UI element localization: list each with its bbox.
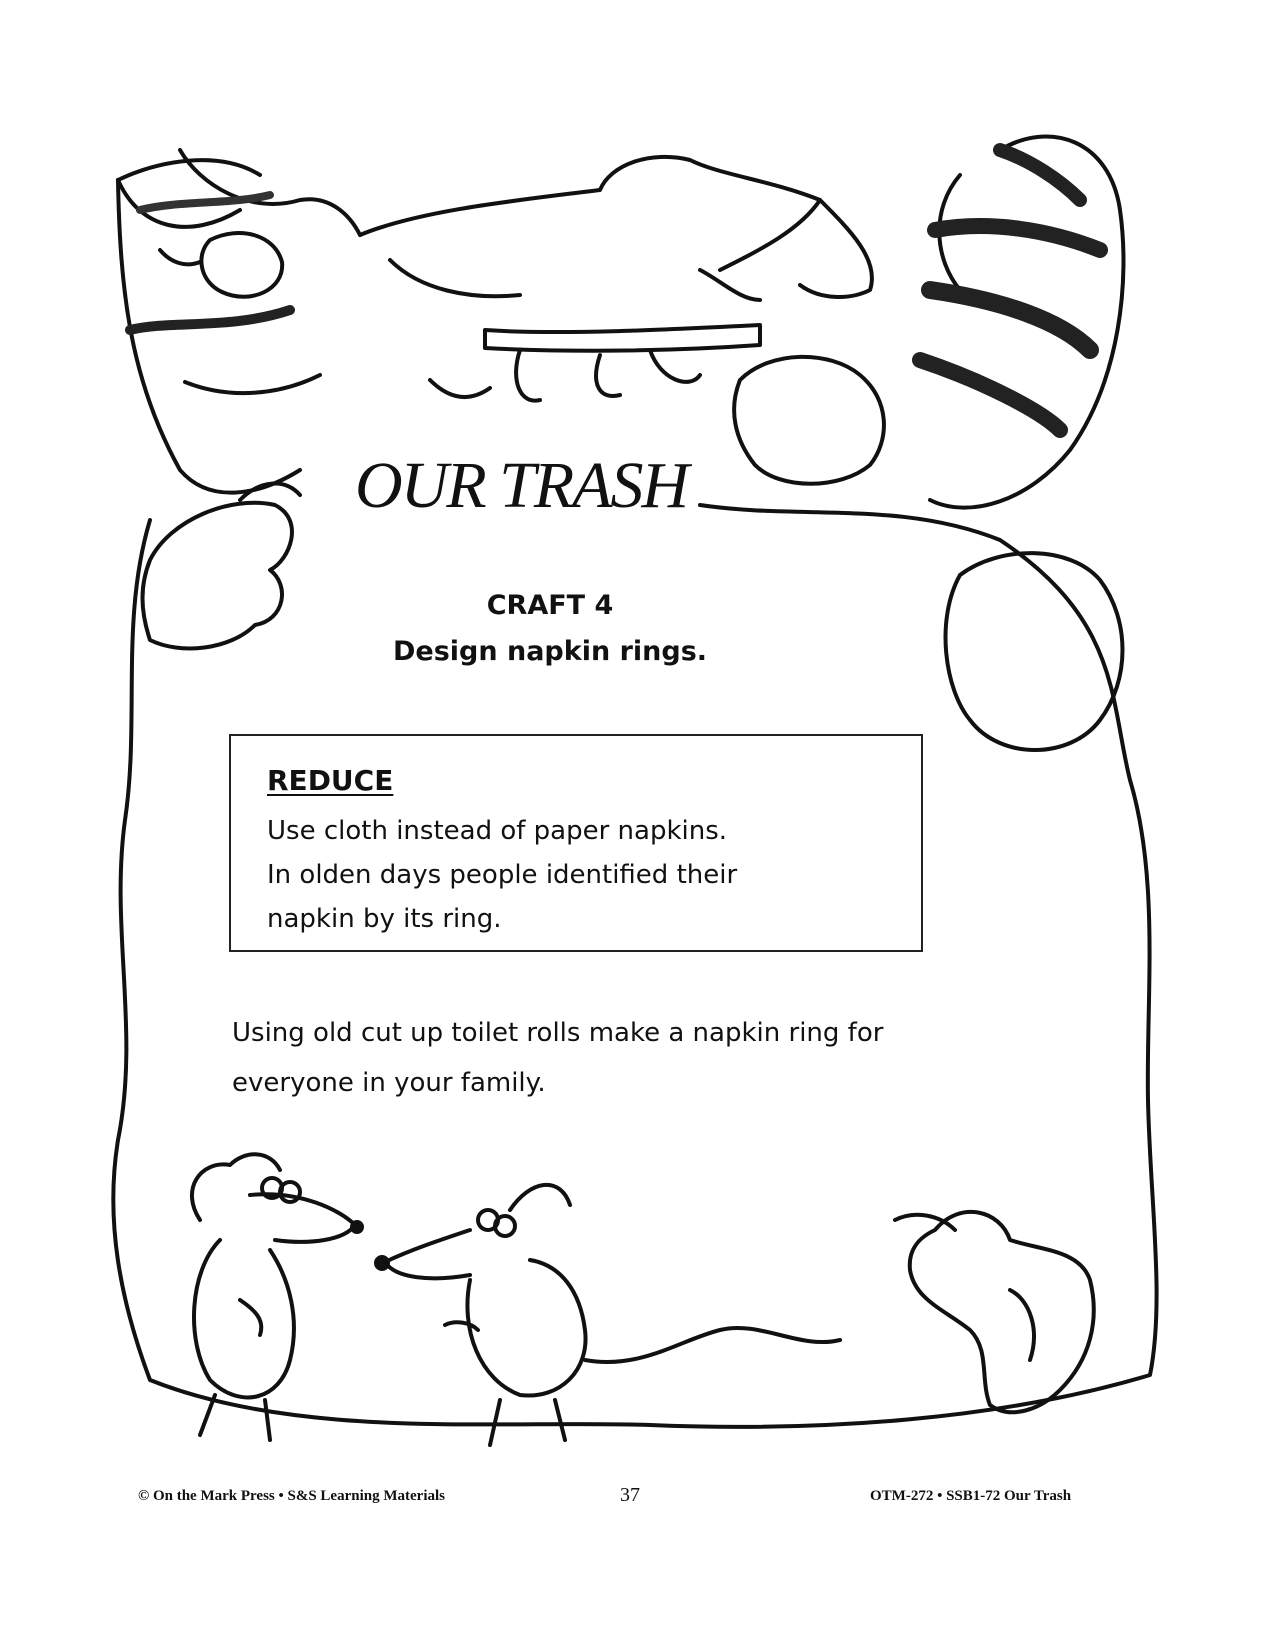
page-number: 37	[620, 1484, 640, 1506]
raccoon-tail-icon	[920, 137, 1123, 508]
craft-label: CRAFT 4	[486, 590, 614, 621]
raccoon-icon	[118, 150, 360, 500]
mouse-icon	[192, 1154, 362, 1440]
garbage-bag-icon	[360, 157, 872, 401]
reduce-line: Use cloth instead of paper napkins.	[267, 816, 728, 846]
right-paw	[946, 553, 1123, 750]
reduce-heading: REDUCE	[267, 764, 394, 797]
craft-subtitle: Design napkin rings.	[392, 636, 708, 667]
instruction-text: Using old cut up toilet rolls make a napkin ring for everyone in your family.	[232, 1018, 884, 1098]
page-title: OUR TRASH	[355, 449, 688, 522]
reduce-box	[229, 734, 923, 952]
reduce-line: In olden days people identified their	[267, 860, 738, 890]
reduce-line: napkin by its ring.	[267, 904, 502, 934]
mouse-icon	[376, 1185, 840, 1445]
footer-publisher: © On the Mark Press • S&S Learning Materials	[138, 1488, 445, 1504]
apple-core-icon	[895, 1212, 1094, 1412]
raccoon-left-paw	[143, 503, 292, 649]
footer-series: OTM-272 • SSB1-72 Our Trash	[870, 1488, 1072, 1504]
